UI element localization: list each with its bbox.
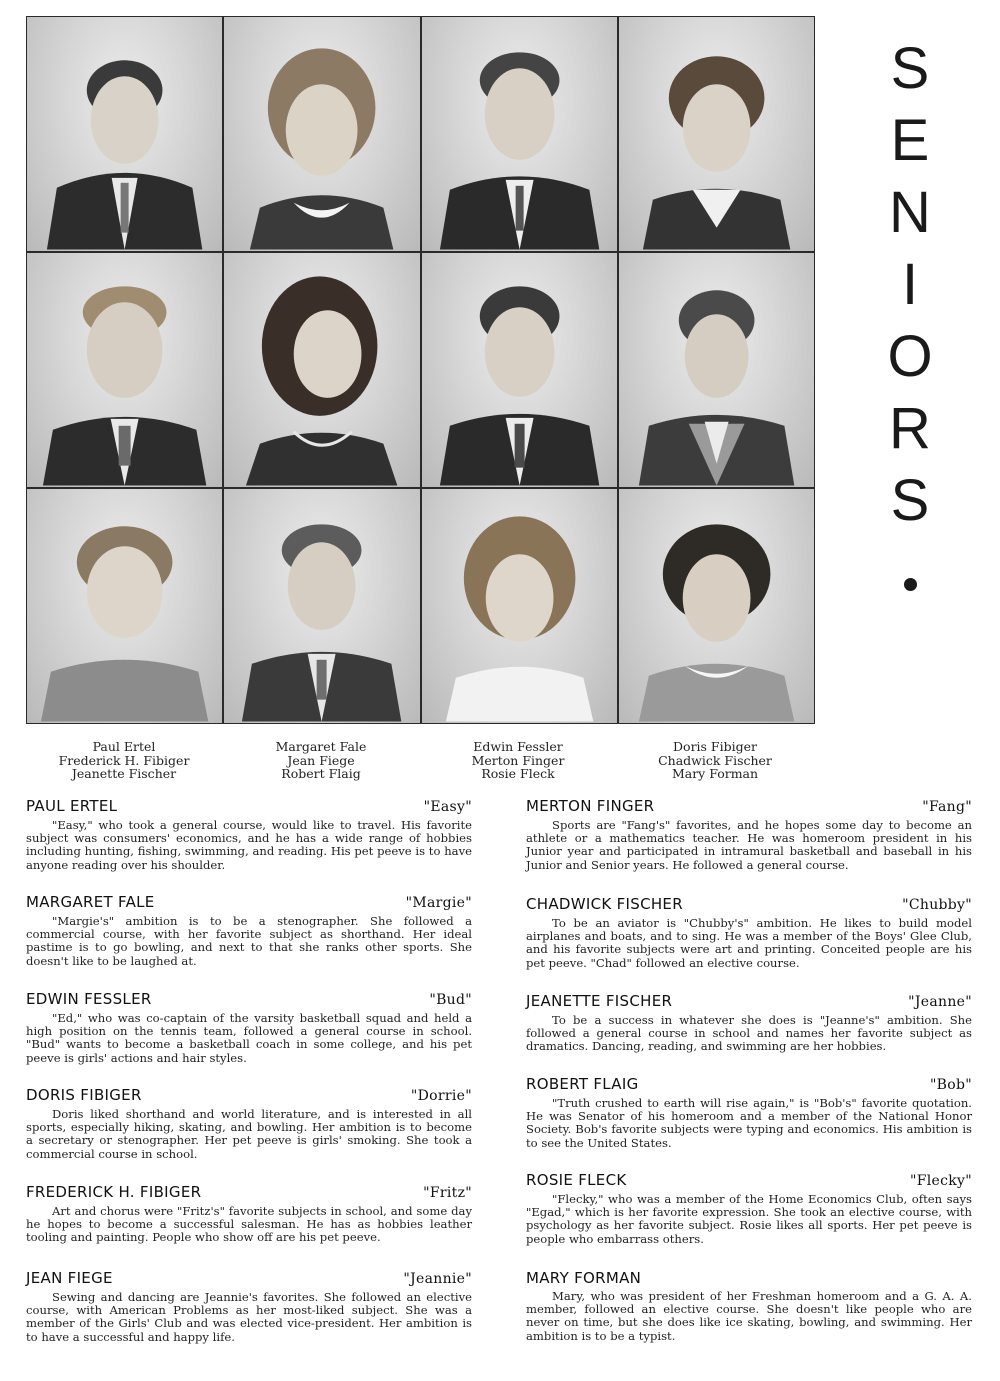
portrait-frederick-fibiger [27, 253, 222, 487]
senior-name: ROBERT FLAIG [526, 1075, 639, 1093]
caption-name: Jean Fiege [287, 752, 355, 768]
portrait-chadwick-fischer [619, 253, 814, 487]
senior-nickname: "Dorrie" [410, 1088, 472, 1104]
senior-name: JEAN FIEGE [26, 1269, 113, 1287]
senior-name: DORIS FIBIGER [26, 1086, 142, 1104]
senior-name: EDWIN FESSLER [26, 990, 152, 1008]
title-letter: S [890, 468, 930, 533]
entry-header [526, 1074, 972, 1095]
senior-name: JEANETTE FISCHER [526, 992, 673, 1010]
senior-bio: "Truth crushed to earth will rise again," is "Bob's" favorite quotation. He was Senator of his homeroom and a member of the National Honor Society. Bob's favorite subjects were typing and economics. His ambition is to see the United States. [526, 1096, 972, 1150]
entry-header [526, 894, 972, 915]
caption-column [26, 740, 222, 781]
senior-nickname: "Jeannie" [403, 1271, 472, 1287]
senior-name: ROSIE FLECK [526, 1171, 627, 1189]
seniors-vertical-title [860, 36, 960, 660]
senior-bio: Sports are "Fang's" favorites, and he hopes some day to become an athlete or a mathematics teacher. He was homeroom president in his Junior year and participated in intramural basketball and baseball in his Junior and Senior years. He followed a general course. [526, 818, 972, 872]
senior-entry [526, 1268, 972, 1343]
senior-entry [26, 892, 472, 989]
bio-column-right [526, 796, 972, 1343]
senior-nickname: "Bob" [929, 1077, 972, 1093]
caption-name: Mary Forman [671, 766, 759, 781]
entry-header [526, 1170, 972, 1191]
senior-entry [26, 1085, 472, 1182]
senior-entry [526, 894, 972, 991]
senior-name: MERTON FINGER [526, 797, 655, 815]
title-letter: S [890, 36, 930, 101]
portrait-robert-flaig [224, 489, 419, 723]
entry-header [526, 1268, 972, 1288]
caption-name: Paul Ertel [92, 739, 156, 754]
caption-name: Doris Fibiger [673, 739, 757, 754]
portrait-merton-finger [422, 253, 617, 487]
senior-nickname: "Bud" [429, 992, 472, 1008]
senior-entry [26, 1268, 472, 1344]
senior-nickname: "Margie" [405, 895, 472, 911]
senior-name: FREDERICK H. FIBIGER [26, 1183, 202, 1201]
entry-header [526, 796, 972, 817]
bio-column-left [26, 796, 472, 1344]
caption-name: Robert Flaig [281, 766, 361, 781]
senior-bio: "Easy," who took a general course, would like to travel. His favorite subject was consumers' economics, and he has a wide range of hobbies including hunting, fishing, swimming, and reading. His pet peeve is to have anyone reading over his shoulder. [26, 818, 472, 872]
photo-captions [26, 740, 813, 786]
senior-entry [526, 991, 972, 1074]
senior-bio: "Flecky," who was a member of the Home Economics Club, often says "Egad," which is her favorite expression. She took an elective course, with psychology as her favorite subject. Rosie likes all sports. Her pet peeve is people who embarrass others. [526, 1192, 972, 1246]
senior-name: PAUL ERTEL [26, 797, 118, 815]
bullet-dot [904, 578, 917, 591]
senior-name: MARGARET FALE [26, 893, 155, 911]
senior-bio: Sewing and dancing are Jeannie's favorites. She followed an elective course, with American Problems as her most-liked subject. She was a member of the Girls' Club and was elected vice-president. Her ambition is to have a successful and happy life. [26, 1290, 472, 1344]
caption-name: Chadwick Fischer [658, 752, 772, 768]
portrait-margaret-fale [224, 17, 419, 251]
title-letter: E [890, 108, 930, 173]
caption-name: Rosie Fleck [481, 766, 555, 781]
senior-entry [526, 796, 972, 894]
entry-header [26, 796, 472, 817]
title-letter: O [887, 324, 933, 389]
entry-header [26, 1085, 472, 1106]
caption-name: Jeanette Fischer [71, 766, 177, 781]
senior-nickname: "Fang" [922, 799, 972, 815]
senior-entry [526, 1074, 972, 1170]
senior-entry [526, 1170, 972, 1268]
senior-entry [26, 796, 472, 892]
caption-name: Frederick H. Fibiger [58, 752, 190, 768]
caption-column [223, 740, 419, 781]
portrait-edwin-fessler [422, 17, 617, 251]
senior-bio: To be an aviator is "Chubby's" ambition. He likes to build model airplanes and boats, and to sing. He was a member of the Boys' Glee Club, and his favorite subjects were art and printing. Conceited people are his pet peeve. "Chad" followed an elective course. [526, 916, 972, 970]
entry-header [526, 991, 972, 1012]
title-letter: I [901, 252, 919, 317]
senior-bio: Doris liked shorthand and world literature, and is interested in all sports, especially hiking, skating, and bowling. Her ambition is to become a secretary or stenographer. Her pet peeve is girls' smoking. She took a commercial course in school. [26, 1107, 472, 1161]
entry-header [26, 892, 472, 913]
entry-header [26, 1268, 472, 1289]
portrait-jean-fiege [224, 253, 419, 487]
senior-bio: Mary, who was president of her Freshman homeroom and a G. A. A. member, followed an elective course. She doesn't like people who are never on time, but she does like ice skating, bowling, and swimming. Her ambition is to be a typist. [526, 1289, 972, 1343]
senior-name: CHADWICK FISCHER [526, 895, 683, 913]
caption-name: Margaret Fale [275, 739, 367, 754]
senior-entry [26, 989, 472, 1085]
entry-header [26, 989, 472, 1010]
senior-bio: To be a success in whatever she does is "Jeanne's" ambition. She followed a general course in school and names her favorite subject as dramatics. Dancing, reading, and swimming are her hobbies. [526, 1013, 972, 1054]
caption-column [617, 740, 813, 781]
title-letter: R [889, 396, 931, 461]
senior-bio: Art and chorus were "Fritz's" favorite subjects in school, and some day he hopes to become a successful salesman. He has as hobbies leather tooling and painting. People who show off are his pet peeve. [26, 1204, 472, 1245]
senior-nickname: "Flecky" [910, 1173, 972, 1189]
senior-nickname: "Fritz" [423, 1185, 472, 1201]
senior-name: MARY FORMAN [526, 1269, 642, 1287]
senior-bio: "Ed," who was co-captain of the varsity basketball squad and held a high position on the tennis team, followed a general course in school. "Bud" wants to become a basketball coach in some college, and his pet peeve is girls' actions and hair styles. [26, 1011, 472, 1065]
caption-name: Merton Finger [471, 752, 565, 768]
portrait-doris-fibiger [619, 17, 814, 251]
portrait-paul-ertel [27, 17, 222, 251]
senior-nickname: "Jeanne" [908, 994, 972, 1010]
entry-header [26, 1182, 472, 1203]
portrait-jeanette-fischer [27, 489, 222, 723]
senior-bio: "Margie's" ambition is to be a stenographer. She followed a commercial course, with her favorite subject as shorthand. Her ideal pastime is to go bowling, and next to that she ranks other sports. She doesn't like to be laughed at. [26, 914, 472, 968]
senior-nickname: "Easy" [423, 799, 472, 815]
title-letter: N [889, 180, 931, 245]
senior-nickname: "Chubby" [902, 897, 972, 913]
portrait-rosie-fleck [422, 489, 617, 723]
caption-name: Edwin Fessler [473, 739, 563, 754]
portrait-grid [26, 16, 815, 724]
portrait-mary-forman [619, 489, 814, 723]
caption-column [420, 740, 616, 781]
senior-entry [26, 1182, 472, 1268]
